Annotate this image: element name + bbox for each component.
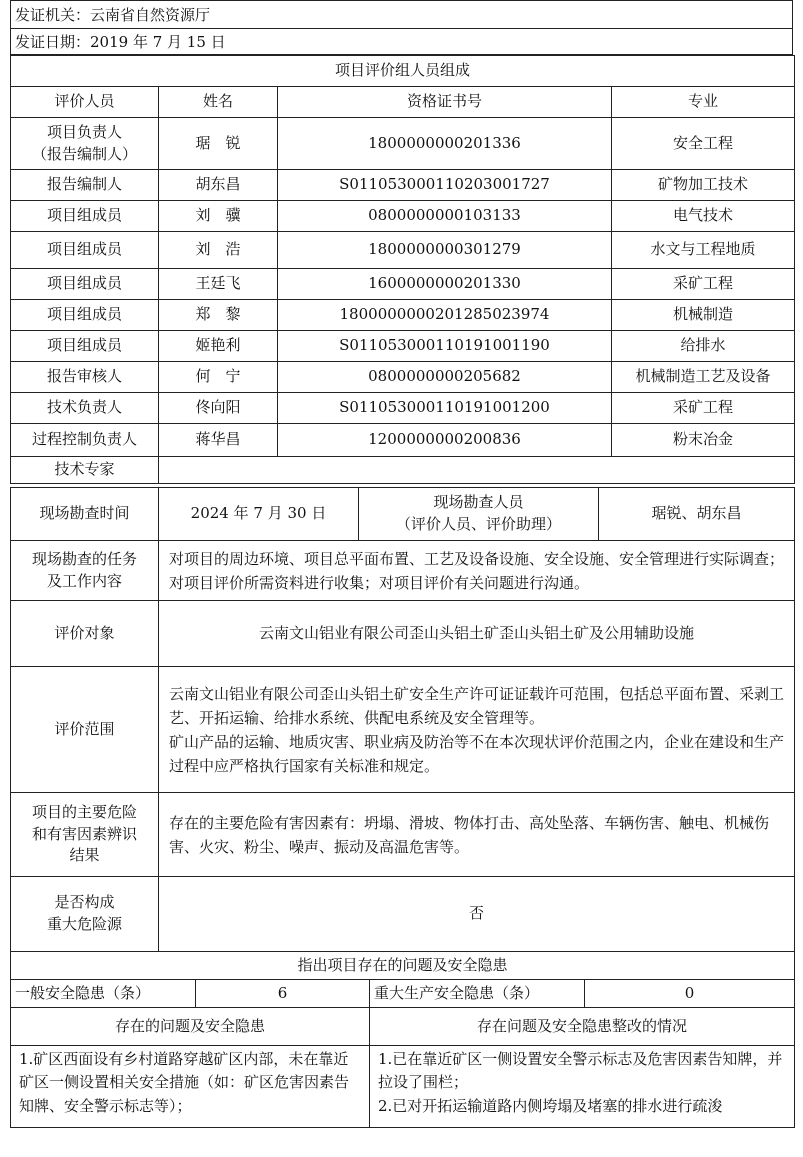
hazard-identification-row [11, 793, 795, 877]
hazard-detail-row [11, 1046, 795, 1128]
issue-date-text: 发证日期：2019 年 7 月 15 日 [15, 33, 226, 51]
survey-personnel-value: 琚锐、胡东昌 [599, 488, 795, 541]
column-header-name: 姓名 [159, 87, 278, 118]
hazard-count-row [11, 980, 795, 1008]
issuer-line [10, 0, 793, 28]
name-cell: 王廷飞 [159, 269, 278, 300]
table-row [11, 118, 795, 170]
cert-cell: 1800000000301279 [278, 232, 612, 269]
cert-cell: S011053000110203001727 [278, 170, 612, 201]
evaluation-scope-row [11, 667, 795, 793]
name-cell: 姬艳利 [159, 331, 278, 362]
general-hazard-count: 6 [196, 980, 370, 1008]
evaluation-scope-value [159, 667, 795, 793]
hazard-header-row [11, 1008, 795, 1046]
rectify-header: 存在问题及安全隐患整改的情况 [370, 1008, 795, 1046]
table-row [11, 331, 795, 362]
major-cell: 给排水 [612, 331, 795, 362]
tech-expert-value [159, 457, 795, 484]
table-row [11, 201, 795, 232]
issues-text: 1.矿区西面设有乡村道路穿越矿区内部，未在靠近矿区一侧设置相关安全措施（如：矿区危害因素告知牌、安全警示标志等）； [11, 1046, 370, 1128]
table-row [11, 362, 795, 393]
survey-time-label: 现场勘查时间 [11, 488, 159, 541]
name-cell: 刘 浩 [159, 232, 278, 269]
team-title-row [11, 56, 795, 87]
cert-cell: S011053000110191001200 [278, 393, 612, 424]
name-cell: 琚 锐 [159, 118, 278, 170]
name-cell: 蒋华昌 [159, 424, 278, 457]
major-cell: 采矿工程 [612, 393, 795, 424]
role-cell: 项目组成员 [11, 331, 159, 362]
evaluation-object-value: 云南文山铝业有限公司歪山头铝土矿歪山头铝土矿及公用辅助设施 [159, 601, 795, 667]
team-header-row [11, 87, 795, 118]
cert-cell: S011053000110191001190 [278, 331, 612, 362]
hazards-title: 指出项目存在的问题及安全隐患 [11, 952, 795, 980]
column-header-major: 专业 [612, 87, 795, 118]
role-cell: 项目组成员 [11, 201, 159, 232]
hazard-identification-value: 存在的主要危险有害因素有：坍塌、滑坡、物体打击、高处坠落、车辆伤害、触电、机械伤害、火灾、粉尘、噪声、振动及高温危害等。 [159, 793, 795, 877]
table-row [11, 232, 795, 269]
column-header-role: 评价人员 [11, 87, 159, 118]
major-cell: 矿物加工技术 [612, 170, 795, 201]
major-cell: 粉末冶金 [612, 424, 795, 457]
cert-cell: 1200000000200836 [278, 424, 612, 457]
survey-time-value: 2024 年 7 月 30 日 [159, 488, 359, 541]
name-cell: 刘 骥 [159, 201, 278, 232]
major-hazard-value: 否 [159, 877, 795, 952]
major-hazard-row [11, 877, 795, 952]
survey-time-row [11, 488, 795, 541]
cert-cell: 0800000000205682 [278, 362, 612, 393]
hazard-identification-label: 项目的主要危险 和有害因素辨识 结果 [11, 793, 159, 877]
evaluation-team-table [10, 55, 795, 484]
table-row [11, 300, 795, 331]
major-hazard-count-label: 重大生产安全隐患（条） [370, 980, 585, 1008]
survey-task-label: 现场勘查的任务 及工作内容 [11, 541, 159, 601]
hazards-title-row [11, 952, 795, 980]
issuer-text: 发证机关：云南省自然资源厅 [15, 6, 211, 24]
major-cell: 机械制造工艺及设备 [612, 362, 795, 393]
evaluation-details-table [10, 487, 795, 952]
role-cell: 过程控制负责人 [11, 424, 159, 457]
scope-paragraph: 矿山产品的运输、地质灾害、职业病及防治等不在本次现状评价范围之内，企业在建设和生产过程中应严格执行国家有关标准和规定。 [169, 732, 785, 775]
name-cell: 何 宁 [159, 362, 278, 393]
role-cell: 报告审核人 [11, 362, 159, 393]
evaluation-object-label: 评价对象 [11, 601, 159, 667]
major-cell: 采矿工程 [612, 269, 795, 300]
issue-date-line [10, 28, 793, 55]
role-cell: 项目组成员 [11, 269, 159, 300]
evaluation-object-row [11, 601, 795, 667]
role-cell: 项目组成员 [11, 300, 159, 331]
major-hazard-label: 是否构成 重大危险源 [11, 877, 159, 952]
survey-task-value: 对项目的周边环境、项目总平面布置、工艺及设备设施、安全设施、安全管理进行实际调查；对项目评价所需资料进行收集；对项目评价有关问题进行沟通。 [159, 541, 795, 601]
cert-cell: 1600000000201330 [278, 269, 612, 300]
column-header-cert: 资格证书号 [278, 87, 612, 118]
survey-task-row [11, 541, 795, 601]
role-cell: 报告编制人 [11, 170, 159, 201]
survey-personnel-label: 现场勘查人员 （评价人员、评价助理） [359, 488, 599, 541]
name-cell: 佟向阳 [159, 393, 278, 424]
table-row [11, 393, 795, 424]
cert-cell: 1800000000201336 [278, 118, 612, 170]
cert-cell: 0800000000103133 [278, 201, 612, 232]
table-row [11, 424, 795, 457]
table-row [11, 269, 795, 300]
cert-cell: 1800000000201285023974 [278, 300, 612, 331]
scope-paragraph: 云南文山铝业有限公司歪山头铝土矿安全生产许可证证载许可范围，包括总平面布置、采剥工艺、开拓运输、给排水系统、供配电系统及安全管理等。 [169, 684, 785, 727]
role-cell: 技术负责人 [11, 393, 159, 424]
evaluation-scope-label: 评价范围 [11, 667, 159, 793]
role-cell: 项目负责人 （报告编制人） [11, 118, 159, 170]
rectify-text: 1.已在靠近矿区一侧设置安全警示标志及危害因素告知牌，并拉设了围栏； 2.已对开拓运输道路内侧垮塌及堵塞的排水进行疏浚 [370, 1046, 795, 1128]
issues-header: 存在的问题及安全隐患 [11, 1008, 370, 1046]
major-cell: 安全工程 [612, 118, 795, 170]
tech-expert-row [11, 457, 795, 484]
role-cell: 项目组成员 [11, 232, 159, 269]
major-cell: 水文与工程地质 [612, 232, 795, 269]
tech-expert-label: 技术专家 [11, 457, 159, 484]
hazards-table [10, 951, 795, 1128]
general-hazard-label: 一般安全隐患（条） [11, 980, 196, 1008]
team-title: 项目评价组人员组成 [11, 56, 795, 87]
major-hazard-count: 0 [585, 980, 795, 1008]
major-cell: 机械制造 [612, 300, 795, 331]
table-row [11, 170, 795, 201]
major-cell: 电气技术 [612, 201, 795, 232]
name-cell: 郑 黎 [159, 300, 278, 331]
name-cell: 胡东昌 [159, 170, 278, 201]
